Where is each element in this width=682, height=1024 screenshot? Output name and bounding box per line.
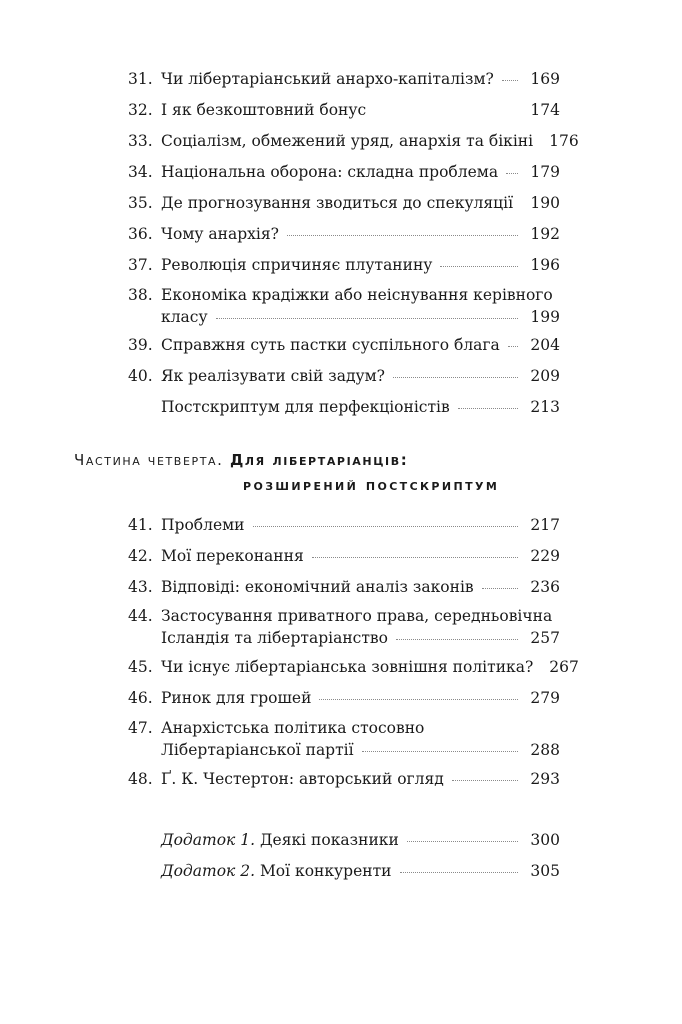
entry-number: 35.	[128, 194, 153, 212]
entry-page: 190	[530, 194, 560, 212]
entry-title: Чому анархія?	[161, 225, 279, 243]
entry-page: 300	[530, 831, 560, 849]
dot-leader	[362, 751, 518, 752]
dot-leader	[396, 639, 518, 640]
entry-page: 192	[530, 225, 560, 243]
entry-number: 46.	[128, 689, 153, 707]
entry-number: 34.	[128, 163, 153, 181]
dot-leader	[452, 780, 518, 781]
dot-leader	[407, 841, 518, 842]
dot-leader	[482, 588, 518, 589]
dot-leader	[508, 346, 518, 347]
entry-page: 236	[530, 578, 560, 596]
part-label: Частина четверта.	[74, 451, 224, 469]
entry-number: 37.	[128, 256, 153, 274]
entry-number: 48.	[128, 770, 153, 788]
appendix-label: Додаток 1.	[161, 831, 255, 849]
entry-title: Відповіді: економічний аналіз законів	[161, 578, 474, 596]
dot-leader	[216, 318, 518, 319]
entry-number: 36.	[128, 225, 153, 243]
entry-page: 209	[530, 367, 560, 385]
entry-page: 305	[530, 862, 560, 880]
part-title-line1: Для лібертаріанців:	[229, 451, 409, 469]
dot-leader	[458, 408, 518, 409]
entry-title-line1: Анархістська політика стосовно	[161, 719, 425, 737]
appendix-title: Деякі показники	[259, 831, 399, 849]
appendix-label: Додаток 2.	[161, 862, 255, 880]
entry-page: 288	[530, 741, 560, 759]
entry-title: Мої переконання	[161, 547, 304, 565]
entry-title: Проблеми	[161, 516, 245, 534]
entry-number: 42.	[128, 547, 153, 565]
entry-page: 176	[549, 132, 579, 150]
entry-title: Ґ. К. Честертон: авторський огляд	[161, 770, 444, 788]
entry-page: 279	[530, 689, 560, 707]
entry-page: 196	[530, 256, 560, 274]
dot-leader	[312, 557, 518, 558]
dot-leader	[287, 235, 518, 236]
entry-page: 293	[530, 770, 560, 788]
entry-number: 40.	[128, 367, 153, 385]
entry-title: Чи існує лібертаріанська зовнішня політика?	[161, 658, 534, 676]
entry-page: 174	[530, 101, 560, 119]
appendix-title: Мої конкуренти	[259, 862, 392, 880]
dot-leader	[253, 526, 518, 527]
entry-number: 45.	[128, 658, 153, 676]
entry-page: 169	[530, 70, 560, 88]
entry-title: Національна оборона: складна проблема	[161, 163, 499, 181]
entry-number: 43.	[128, 578, 153, 596]
dot-leader	[502, 80, 518, 81]
entry-number: 41.	[128, 516, 153, 534]
entry-title: Соціалізм, обмежений уряд, анархія та бікіні	[161, 132, 534, 150]
entry-title: І як безкоштовний бонус	[161, 101, 367, 119]
entry-number: 31.	[128, 70, 153, 88]
part-heading	[74, 451, 544, 469]
entry-title-line1: Застосування приватного права, середньовічна	[161, 607, 553, 625]
entry-title-line1: Економіка крадіжки або неіснування керівного	[161, 286, 553, 304]
entry-title: Де прогнозування зводиться до спекуляції	[161, 194, 514, 212]
entry-title-line2: Ісландія та лібертаріанство	[161, 629, 388, 647]
entry-number: 33.	[128, 132, 153, 150]
dot-leader	[440, 266, 518, 267]
entry-title-line2: класу	[161, 308, 208, 326]
entry-title: Як реалізувати свій задум?	[161, 367, 385, 385]
entry-page: 213	[530, 398, 560, 416]
entry-page: 229	[530, 547, 560, 565]
dot-leader	[393, 377, 518, 378]
entry-title: Справжня суть пастки суспільного блага	[161, 336, 500, 354]
entry-title: Чи лібертаріанський анархо-капіталізм?	[161, 70, 494, 88]
entry-number: 32.	[128, 101, 153, 119]
part-title-line2: розширений постскриптум	[243, 476, 500, 494]
entry-title: Ринок для грошей	[161, 689, 312, 707]
entry-page: 257	[530, 629, 560, 647]
dot-leader	[319, 699, 518, 700]
entry-page: 199	[530, 308, 560, 326]
entry-title: Революція спричиняє плутанину	[161, 256, 433, 274]
entry-number: 44.	[128, 607, 153, 625]
entry-title: Постскриптум для перфекціоністів	[161, 398, 450, 416]
dot-leader	[400, 872, 518, 873]
entry-number: 47.	[128, 719, 153, 737]
entry-number: 39.	[128, 336, 153, 354]
entry-page: 204	[530, 336, 560, 354]
entry-page: 179	[530, 163, 560, 181]
entry-page: 267	[549, 658, 579, 676]
entry-number: 38.	[128, 286, 153, 304]
entry-title-line2: Лібертаріанської партії	[161, 741, 354, 759]
entry-page: 217	[530, 516, 560, 534]
dot-leader	[506, 173, 518, 174]
